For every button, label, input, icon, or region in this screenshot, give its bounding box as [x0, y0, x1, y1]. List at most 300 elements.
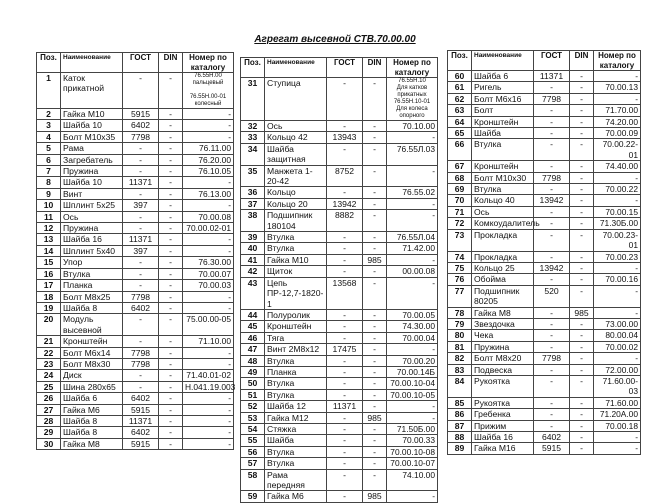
table-row [241, 401, 438, 412]
cell-gost: - [123, 143, 159, 154]
cell-name: Кронштейн [472, 116, 534, 127]
cell-name: Болт [472, 105, 534, 116]
cell-pos: 46 [241, 332, 265, 343]
cell-gost: - [534, 128, 570, 139]
cell-din: - [570, 161, 594, 172]
cell-din: - [570, 353, 594, 364]
cell-name: Болт М6х16 [472, 93, 534, 104]
cell-din: - [363, 187, 387, 198]
cell-din: - [570, 341, 594, 352]
table-row [448, 93, 641, 104]
cell-gost: - [327, 378, 363, 389]
cell-pos: 60 [448, 71, 472, 82]
cell-catalog: 76.55.02 [387, 187, 438, 198]
cell-name: Втулка [61, 268, 123, 279]
table-row [448, 274, 641, 285]
cell-gost: 5915 [123, 404, 159, 415]
cell-pos: 20 [37, 314, 61, 336]
cell-gost: - [123, 223, 159, 234]
cell-gost: - [534, 105, 570, 116]
cell-catalog: 70.00.02-01 [183, 223, 234, 234]
cell-pos: 39 [241, 232, 265, 243]
cell-gost: - [534, 375, 570, 397]
cell-name: Кольцо 40 [472, 195, 534, 206]
table-row [37, 211, 234, 222]
cell-catalog: 76.10.05 [183, 166, 234, 177]
cell-gost: - [123, 314, 159, 336]
cell-pos: 34 [241, 143, 265, 165]
cell-catalog: 74.10.00 [387, 469, 438, 491]
cell-din: - [570, 432, 594, 443]
cell-pos: 85 [448, 397, 472, 408]
cell-gost: 6402 [123, 393, 159, 404]
cell-pos: 86 [448, 409, 472, 420]
cell-gost: 13942 [534, 262, 570, 273]
cell-pos: 77 [448, 285, 472, 307]
cell-pos: 9 [37, 188, 61, 199]
cell-catalog: - [183, 177, 234, 188]
cell-din: - [363, 446, 387, 457]
cell-din: - [363, 210, 387, 232]
cell-catalog: 70.00.05 [387, 309, 438, 320]
cell-name: Полуролик [265, 309, 327, 320]
cell-gost: - [534, 397, 570, 408]
cell-catalog: 70.00.02 [594, 341, 641, 352]
table-row [448, 71, 641, 82]
cell-gost: - [534, 420, 570, 431]
cell-name: Болт М6х14 [61, 347, 123, 358]
parts-table-3 [447, 50, 641, 455]
table-row [37, 166, 234, 177]
cell-catalog: 71.60.00 [594, 397, 641, 408]
table-row [448, 206, 641, 217]
cell-name: Прокладка [472, 229, 534, 251]
cell-gost: - [534, 116, 570, 127]
cell-gost: - [327, 435, 363, 446]
cell-name: Кронштейн [265, 321, 327, 332]
table-row [241, 355, 438, 366]
table-row [37, 415, 234, 426]
cell-catalog: - [594, 262, 641, 273]
cell-gost: 11371 [123, 415, 159, 426]
cell-name: Втулка [265, 355, 327, 366]
cell-catalog: - [183, 131, 234, 142]
cell-din: - [159, 438, 183, 449]
cell-catalog: 76.55Н.10 Для катков прикатных 76.55Н.10-01 Для колеса опорного [387, 78, 438, 121]
cell-catalog: 75.00.00-05 [183, 314, 234, 336]
table-row [241, 198, 438, 209]
cell-pos: 55 [241, 435, 265, 446]
cell-pos: 16 [37, 268, 61, 279]
cell-name: Гайка М8 [61, 438, 123, 449]
table-row [448, 307, 641, 318]
cell-pos: 78 [448, 307, 472, 318]
cell-name: Гребенка [472, 409, 534, 420]
table-row [37, 302, 234, 313]
cell-din: - [159, 188, 183, 199]
cell-gost: - [327, 78, 363, 121]
cell-gost: - [123, 280, 159, 291]
cell-name: Чека [472, 330, 534, 341]
cell-din: - [363, 232, 387, 243]
cell-name: Шайба [265, 435, 327, 446]
cell-catalog: 70.00.10-05 [387, 389, 438, 400]
cell-name: Шайба 6 [61, 393, 123, 404]
cell-catalog: 70.00.20 [387, 355, 438, 366]
cell-catalog: 70.00.03 [183, 280, 234, 291]
cell-gost: - [327, 143, 363, 165]
header-din: DIN [363, 58, 387, 78]
cell-name: Щиток [265, 266, 327, 277]
cell-din: - [159, 314, 183, 336]
cell-din: - [363, 389, 387, 400]
header-gost: ГОСТ [534, 51, 570, 71]
cell-catalog: - [387, 210, 438, 232]
cell-name: Шайба 16 [61, 234, 123, 245]
cell-catalog: 70.00.18 [594, 420, 641, 431]
cell-din: 985 [570, 307, 594, 318]
cell-catalog: - [387, 165, 438, 187]
cell-pos: 71 [448, 206, 472, 217]
cell-din: - [570, 274, 594, 285]
cell-catalog: 70.00.22-01 [594, 139, 641, 161]
cell-pos: 8 [37, 177, 61, 188]
document-title: Агрегат высевной СТВ.70.00.00 [254, 34, 416, 45]
cell-din: - [159, 200, 183, 211]
cell-catalog: 71.60.00-03 [594, 375, 641, 397]
cell-catalog: - [183, 427, 234, 438]
cell-din: - [570, 195, 594, 206]
cell-pos: 88 [448, 432, 472, 443]
cell-gost: 7798 [123, 347, 159, 358]
cell-pos: 89 [448, 443, 472, 454]
cell-name: Винт [61, 188, 123, 199]
cell-pos: 51 [241, 389, 265, 400]
cell-gost: 7798 [534, 353, 570, 364]
cell-catalog: 70.00.09 [594, 128, 641, 139]
cell-din: - [363, 165, 387, 187]
cell-pos: 62 [448, 93, 472, 104]
cell-catalog: - [183, 347, 234, 358]
table-row [37, 177, 234, 188]
header-catalog: Номер по каталогу [387, 58, 438, 78]
cell-catalog: 70.00.04 [387, 332, 438, 343]
cell-din: - [159, 370, 183, 381]
cell-catalog: 71.70.00 [594, 105, 641, 116]
cell-din: - [363, 132, 387, 143]
cell-gost: - [534, 251, 570, 262]
table-row [241, 435, 438, 446]
cell-din: - [570, 93, 594, 104]
table-row [241, 446, 438, 457]
cell-pos: 2 [37, 109, 61, 120]
cell-name: Гайка М8 [472, 307, 534, 318]
cell-pos: 6 [37, 154, 61, 165]
cell-name: Шайба 10 [61, 120, 123, 131]
table-row [37, 234, 234, 245]
table-row [241, 210, 438, 232]
cell-gost: 11371 [327, 401, 363, 412]
table-row [448, 432, 641, 443]
cell-pos: 38 [241, 210, 265, 232]
cell-din: - [570, 397, 594, 408]
cell-name: Шайба 8 [61, 415, 123, 426]
cell-name: Загребатель [61, 154, 123, 165]
cell-pos: 37 [241, 198, 265, 209]
cell-gost: - [534, 82, 570, 93]
table-row [37, 358, 234, 369]
cell-pos: 44 [241, 309, 265, 320]
cell-gost: - [327, 446, 363, 457]
cell-catalog: 76.11.00 [183, 143, 234, 154]
cell-name: Каток прикатной [61, 73, 123, 109]
cell-name: Подшипник 180104 [265, 210, 327, 232]
cell-gost: - [327, 366, 363, 377]
table-row [241, 132, 438, 143]
cell-pos: 52 [241, 401, 265, 412]
cell-catalog: 71.30Б.00 [594, 218, 641, 229]
cell-gost: - [534, 409, 570, 420]
cell-gost: 6402 [123, 302, 159, 313]
cell-pos: 64 [448, 116, 472, 127]
table-row [37, 120, 234, 131]
cell-din: - [363, 309, 387, 320]
table-row [37, 223, 234, 234]
cell-gost: - [327, 355, 363, 366]
cell-gost: 13943 [327, 132, 363, 143]
cell-gost: - [123, 370, 159, 381]
cell-catalog: 74.20.00 [594, 116, 641, 127]
cell-name: Втулка [472, 139, 534, 161]
cell-gost: - [123, 188, 159, 199]
cell-gost: - [123, 166, 159, 177]
cell-gost: - [327, 458, 363, 469]
cell-name: Шплинт 5х25 [61, 200, 123, 211]
cell-gost: 7798 [123, 358, 159, 369]
cell-din: - [159, 404, 183, 415]
table-row [37, 257, 234, 268]
cell-name: Ступица [265, 78, 327, 121]
cell-gost: - [327, 243, 363, 254]
header-name: Наименование [265, 58, 327, 78]
cell-pos: 87 [448, 420, 472, 431]
cell-pos: 1 [37, 73, 61, 109]
cell-gost: 5915 [123, 438, 159, 449]
cell-gost: - [534, 341, 570, 352]
cell-din: - [159, 336, 183, 347]
cell-gost: 17475 [327, 344, 363, 355]
header-gost: ГОСТ [327, 58, 363, 78]
cell-din: - [159, 291, 183, 302]
cell-din: - [159, 234, 183, 245]
header-din: DIN [159, 53, 183, 73]
cell-gost: - [327, 491, 363, 502]
cell-name: Гайка М10 [265, 254, 327, 265]
cell-pos: 83 [448, 364, 472, 375]
cell-name: Шина 280х65 [61, 381, 123, 392]
cell-name: Гайка М10 [61, 109, 123, 120]
cell-catalog: - [183, 438, 234, 449]
cell-din: - [570, 184, 594, 195]
cell-din: - [159, 166, 183, 177]
cell-name: Прижим [472, 420, 534, 431]
table-row [448, 218, 641, 229]
cell-pos: 15 [37, 257, 61, 268]
cell-pos: 35 [241, 165, 265, 187]
cell-catalog: - [183, 291, 234, 302]
cell-name: Упор [61, 257, 123, 268]
cell-name: Шайба 12 [265, 401, 327, 412]
cell-catalog: - [183, 120, 234, 131]
cell-pos: 30 [37, 438, 61, 449]
cell-name: Кольцо [265, 187, 327, 198]
table-row [37, 245, 234, 256]
table-row [448, 184, 641, 195]
cell-catalog: 76.30.00 [183, 257, 234, 268]
table-row [241, 243, 438, 254]
cell-catalog: 76.55Л.03 [387, 143, 438, 165]
cell-catalog: - [594, 195, 641, 206]
cell-din: - [159, 131, 183, 142]
cell-pos: 80 [448, 330, 472, 341]
cell-catalog: 70.00.07 [183, 268, 234, 279]
cell-pos: 4 [37, 131, 61, 142]
cell-din: - [363, 321, 387, 332]
table-row [37, 314, 234, 336]
cell-name: Подвеска [472, 364, 534, 375]
header-pos: Поз. [241, 58, 265, 78]
cell-name: Болт М10х35 [61, 131, 123, 142]
cell-pos: 48 [241, 355, 265, 366]
table-row [37, 131, 234, 142]
cell-gost: - [327, 423, 363, 434]
cell-pos: 67 [448, 161, 472, 172]
cell-din: - [570, 420, 594, 431]
cell-catalog: 76.20.00 [183, 154, 234, 165]
cell-gost: - [123, 211, 159, 222]
table-row [448, 195, 641, 206]
table-row [241, 309, 438, 320]
cell-name: Пружина [472, 341, 534, 352]
cell-din: - [363, 344, 387, 355]
table-row [448, 262, 641, 273]
cell-name: Планка [265, 366, 327, 377]
cell-catalog: 70.00.23-01 [594, 229, 641, 251]
table-row [37, 404, 234, 415]
cell-din: - [159, 154, 183, 165]
cell-pos: 82 [448, 353, 472, 364]
cell-catalog: 76.55Л.04 [387, 232, 438, 243]
table-row [448, 353, 641, 364]
table-row [448, 82, 641, 93]
cell-catalog: - [183, 393, 234, 404]
cell-din: - [570, 82, 594, 93]
cell-gost: 7798 [123, 291, 159, 302]
table-row [448, 139, 641, 161]
cell-din: - [159, 381, 183, 392]
cell-pos: 5 [37, 143, 61, 154]
table-row [241, 412, 438, 423]
cell-din: - [159, 223, 183, 234]
cell-name: Тяга [265, 332, 327, 343]
cell-pos: 33 [241, 132, 265, 143]
cell-catalog: 70.00.08 [183, 211, 234, 222]
cell-name: Рама [61, 143, 123, 154]
cell-pos: 47 [241, 344, 265, 355]
cell-gost: - [123, 154, 159, 165]
cell-name: Ригель [472, 82, 534, 93]
table-row [448, 172, 641, 183]
cell-catalog: 70.00.16 [594, 274, 641, 285]
cell-catalog: 70.00.10-07 [387, 458, 438, 469]
table-row [37, 73, 234, 109]
cell-pos: 76 [448, 274, 472, 285]
cell-catalog: - [387, 198, 438, 209]
cell-din: - [570, 139, 594, 161]
cell-din: 985 [363, 412, 387, 423]
cell-name: Обойма [472, 274, 534, 285]
cell-din: - [570, 128, 594, 139]
cell-gost: 397 [123, 200, 159, 211]
cell-pos: 21 [37, 336, 61, 347]
table-row [37, 370, 234, 381]
cell-pos: 50 [241, 378, 265, 389]
cell-name: Диск [61, 370, 123, 381]
table-row [448, 364, 641, 375]
table-row [448, 318, 641, 329]
cell-catalog: - [387, 401, 438, 412]
cell-gost: - [123, 381, 159, 392]
cell-pos: 49 [241, 366, 265, 377]
cell-pos: 59 [241, 491, 265, 502]
cell-din: - [363, 401, 387, 412]
cell-catalog: - [183, 234, 234, 245]
cell-name: Кольцо 20 [265, 198, 327, 209]
cell-catalog: 71.50Б.00 [387, 423, 438, 434]
table-row [241, 266, 438, 277]
cell-din: - [570, 116, 594, 127]
cell-name: Гайка М16 [472, 443, 534, 454]
cell-name: Болт М8х30 [61, 358, 123, 369]
table-row [241, 232, 438, 243]
cell-name: Втулка [265, 446, 327, 457]
header-row [241, 58, 438, 78]
cell-gost: - [327, 389, 363, 400]
table-row [241, 321, 438, 332]
cell-din: - [570, 409, 594, 420]
cell-pos: 25 [37, 381, 61, 392]
cell-din: - [159, 73, 183, 109]
cell-pos: 14 [37, 245, 61, 256]
cell-pos: 28 [37, 415, 61, 426]
cell-pos: 65 [448, 128, 472, 139]
cell-gost: - [327, 254, 363, 265]
cell-din: - [159, 358, 183, 369]
cell-catalog: 72.00.00 [594, 364, 641, 375]
cell-gost: 6402 [534, 432, 570, 443]
cell-catalog: 00.00.08 [387, 266, 438, 277]
cell-gost: - [534, 330, 570, 341]
table-row [241, 344, 438, 355]
table-row [37, 291, 234, 302]
cell-pos: 19 [37, 302, 61, 313]
table-row [37, 154, 234, 165]
cell-pos: 24 [37, 370, 61, 381]
cell-gost: - [123, 257, 159, 268]
header-row [37, 53, 234, 73]
cell-catalog: - [594, 285, 641, 307]
cell-din: - [159, 120, 183, 131]
